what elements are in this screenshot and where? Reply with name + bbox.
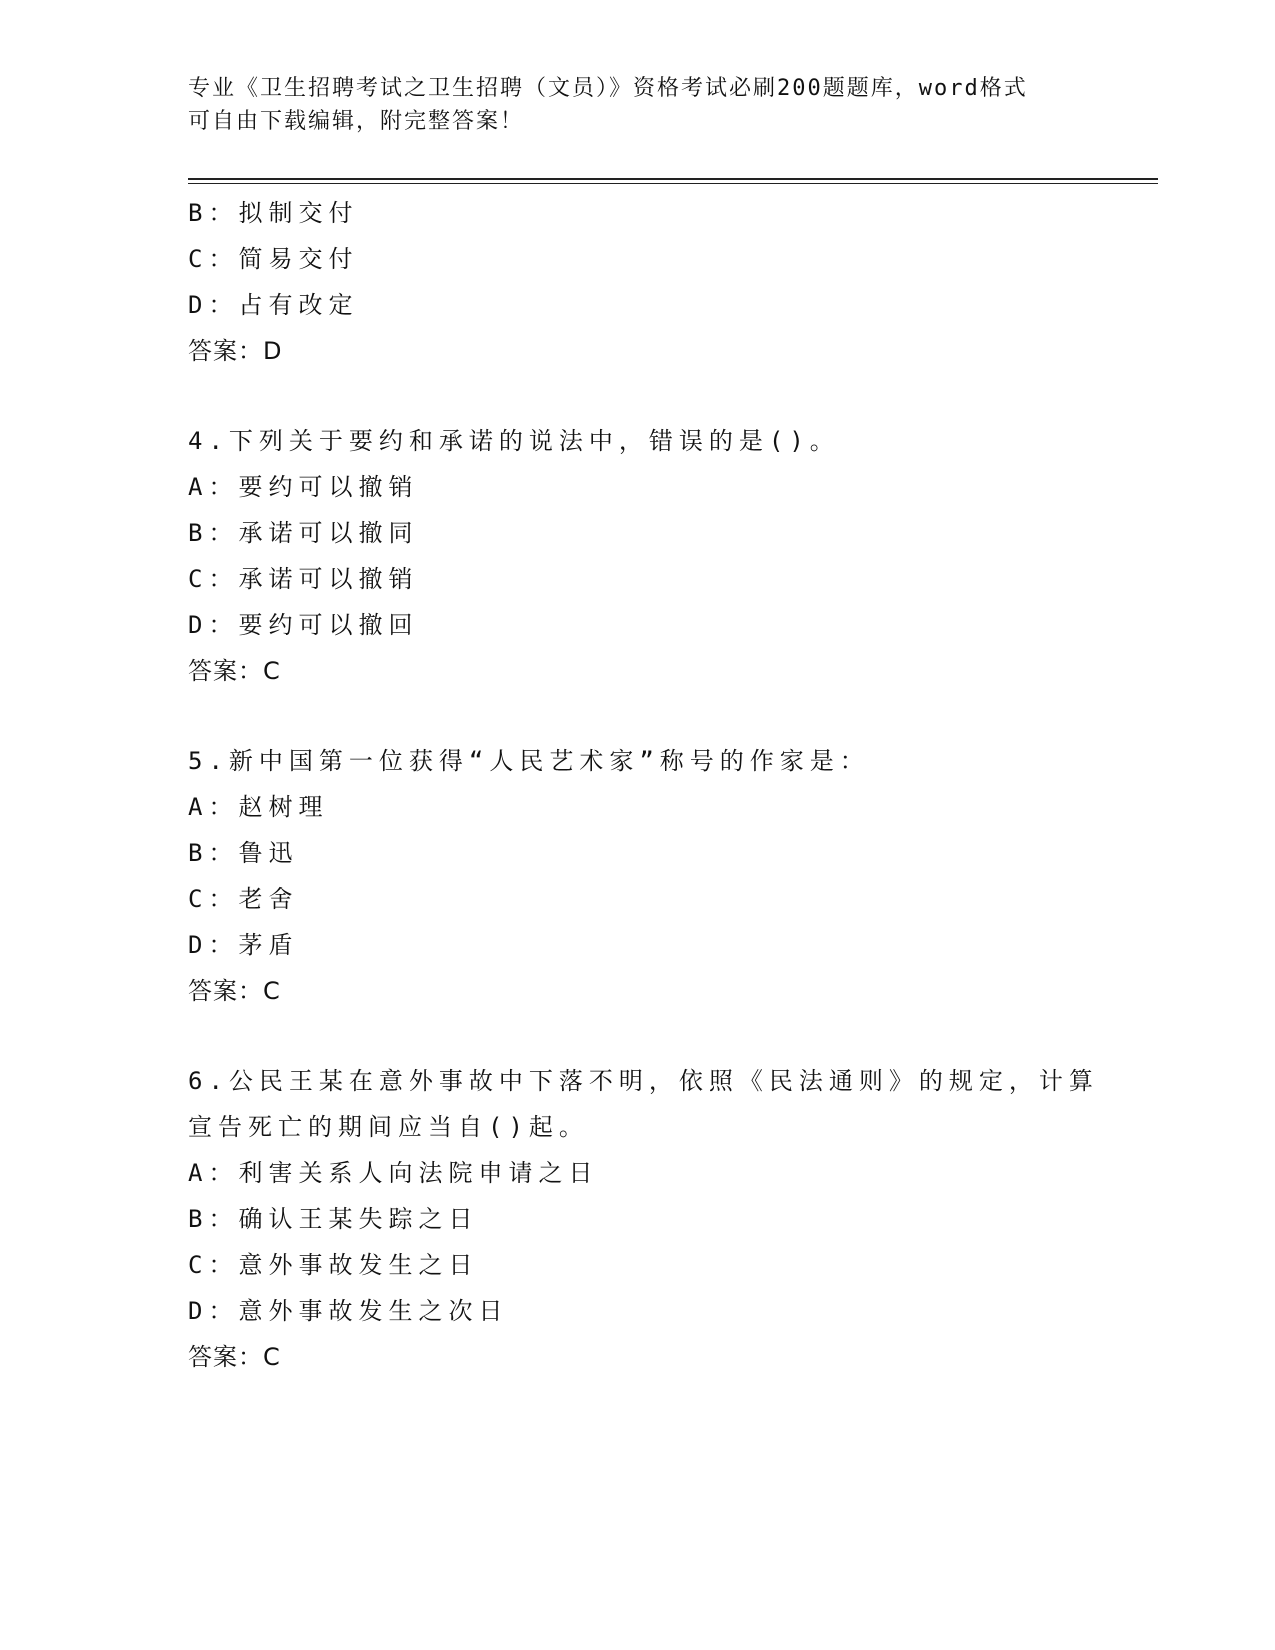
question-text-line-2: 宣告死亡的期间应当自()起。 bbox=[188, 1113, 589, 1141]
question-5 bbox=[188, 738, 1118, 1014]
spacer bbox=[188, 374, 1118, 418]
question-6 bbox=[188, 1058, 1118, 1380]
option-d: D：茅盾 bbox=[188, 931, 299, 959]
option-d: D：要约可以撤回 bbox=[188, 611, 419, 639]
option-a: A：赵树理 bbox=[188, 793, 329, 821]
question-text: 5.新中国第一位获得“人民艺术家”称号的作家是： bbox=[188, 747, 870, 775]
option-c: C：简易交付 bbox=[188, 245, 359, 273]
question-4 bbox=[188, 418, 1118, 694]
option-a: A：要约可以撤销 bbox=[188, 473, 419, 501]
option-b: B：鲁迅 bbox=[188, 839, 299, 867]
option-d: D：意外事故发生之次日 bbox=[188, 1297, 509, 1325]
question-3-continued bbox=[188, 190, 1118, 374]
option-a: A：利害关系人向法院申请之日 bbox=[188, 1159, 599, 1187]
header-title-line-2: 可自由下载编辑，附完整答案！ bbox=[188, 109, 525, 134]
answer-line: 答案：C bbox=[188, 977, 281, 1005]
question-text-line-1: 6.公民王某在意外事故中下落不明，依照《民法通则》的规定，计算 bbox=[188, 1067, 1099, 1095]
option-b: B：拟制交付 bbox=[188, 199, 359, 227]
answer-line: 答案：C bbox=[188, 1343, 281, 1371]
header-divider bbox=[188, 178, 1158, 184]
option-c: C：意外事故发生之日 bbox=[188, 1251, 479, 1279]
option-d: D：占有改定 bbox=[188, 291, 359, 319]
spacer bbox=[188, 1014, 1118, 1058]
header-title-line-1: 专业《卫生招聘考试之卫生招聘（文员）》资格考试必刷200题题库，word格式 bbox=[188, 76, 1028, 101]
answer-line: 答案：D bbox=[188, 337, 283, 365]
question-text: 4.下列关于要约和承诺的说法中，错误的是()。 bbox=[188, 427, 840, 455]
option-c: C：承诺可以撤销 bbox=[188, 565, 419, 593]
option-b: B：承诺可以撤同 bbox=[188, 519, 419, 547]
document-header bbox=[188, 72, 1068, 138]
answer-line: 答案：C bbox=[188, 657, 281, 685]
option-c: C：老舍 bbox=[188, 885, 299, 913]
option-b: B：确认王某失踪之日 bbox=[188, 1205, 479, 1233]
questions-content bbox=[188, 190, 1118, 1380]
spacer bbox=[188, 694, 1118, 738]
